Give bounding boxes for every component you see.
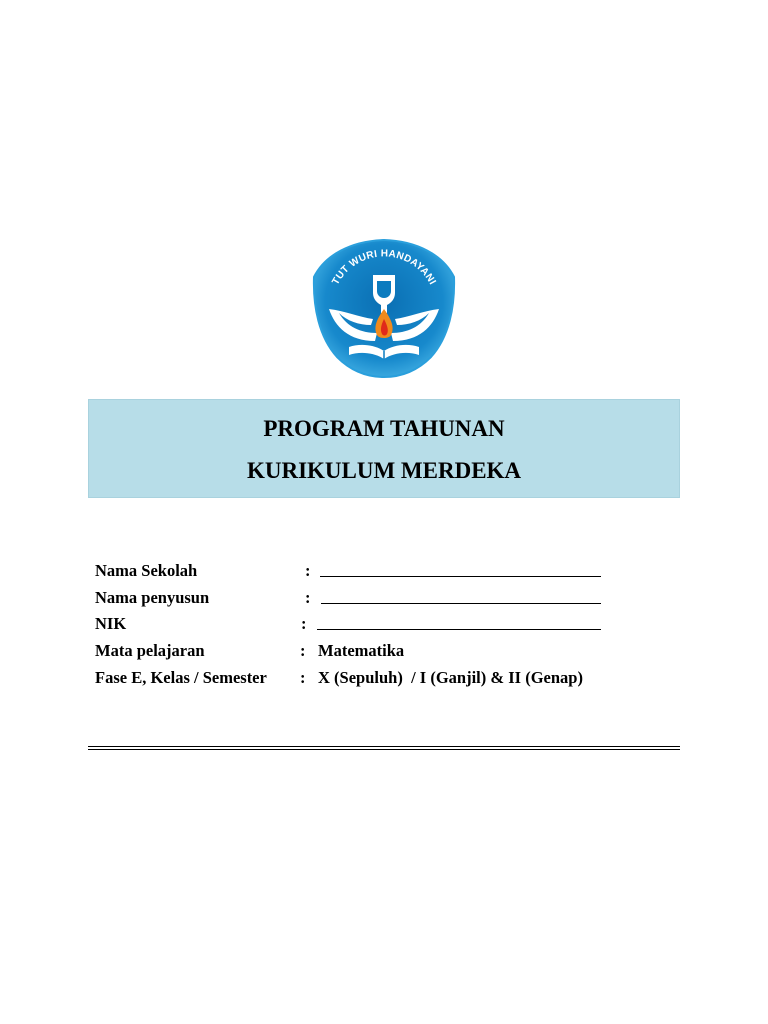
field-label: Fase E, Kelas / Semester bbox=[95, 668, 267, 687]
logo-emblem bbox=[311, 237, 457, 379]
field-nama-penyusun bbox=[0, 587, 768, 609]
field-fase-kelas-semester bbox=[0, 667, 768, 689]
document-subtitle: KURIKULUM MERDEKA bbox=[246, 458, 522, 483]
title-banner bbox=[88, 399, 680, 498]
field-blank-line[interactable] bbox=[320, 576, 601, 577]
field-label: NIK bbox=[95, 614, 127, 633]
document-title: PROGRAM TAHUNAN bbox=[263, 416, 505, 441]
divider-line bbox=[88, 749, 680, 750]
field-mata-pelajaran bbox=[0, 640, 768, 662]
tut-wuri-handayani-logo bbox=[311, 237, 457, 379]
field-colon: : bbox=[300, 668, 306, 687]
field-label: Mata pelajaran bbox=[95, 641, 205, 660]
field-value: Matematika bbox=[318, 641, 405, 660]
field-blank-line[interactable] bbox=[317, 629, 601, 630]
field-colon: : bbox=[305, 588, 311, 607]
field-colon: : bbox=[305, 561, 311, 580]
logo-motto-text: TUT WURI HANDAYANI bbox=[330, 248, 438, 287]
field-nama-sekolah bbox=[0, 560, 768, 582]
field-label: Nama Sekolah bbox=[95, 561, 198, 580]
field-value: X (Sepuluh) / I (Ganjil) & II (Genap) bbox=[318, 668, 583, 687]
field-colon: : bbox=[301, 614, 307, 633]
field-blank-line[interactable] bbox=[321, 603, 601, 604]
field-nik bbox=[0, 613, 768, 635]
divider-line bbox=[88, 746, 680, 747]
field-label: Nama penyusun bbox=[95, 588, 210, 607]
field-colon: : bbox=[300, 641, 306, 660]
